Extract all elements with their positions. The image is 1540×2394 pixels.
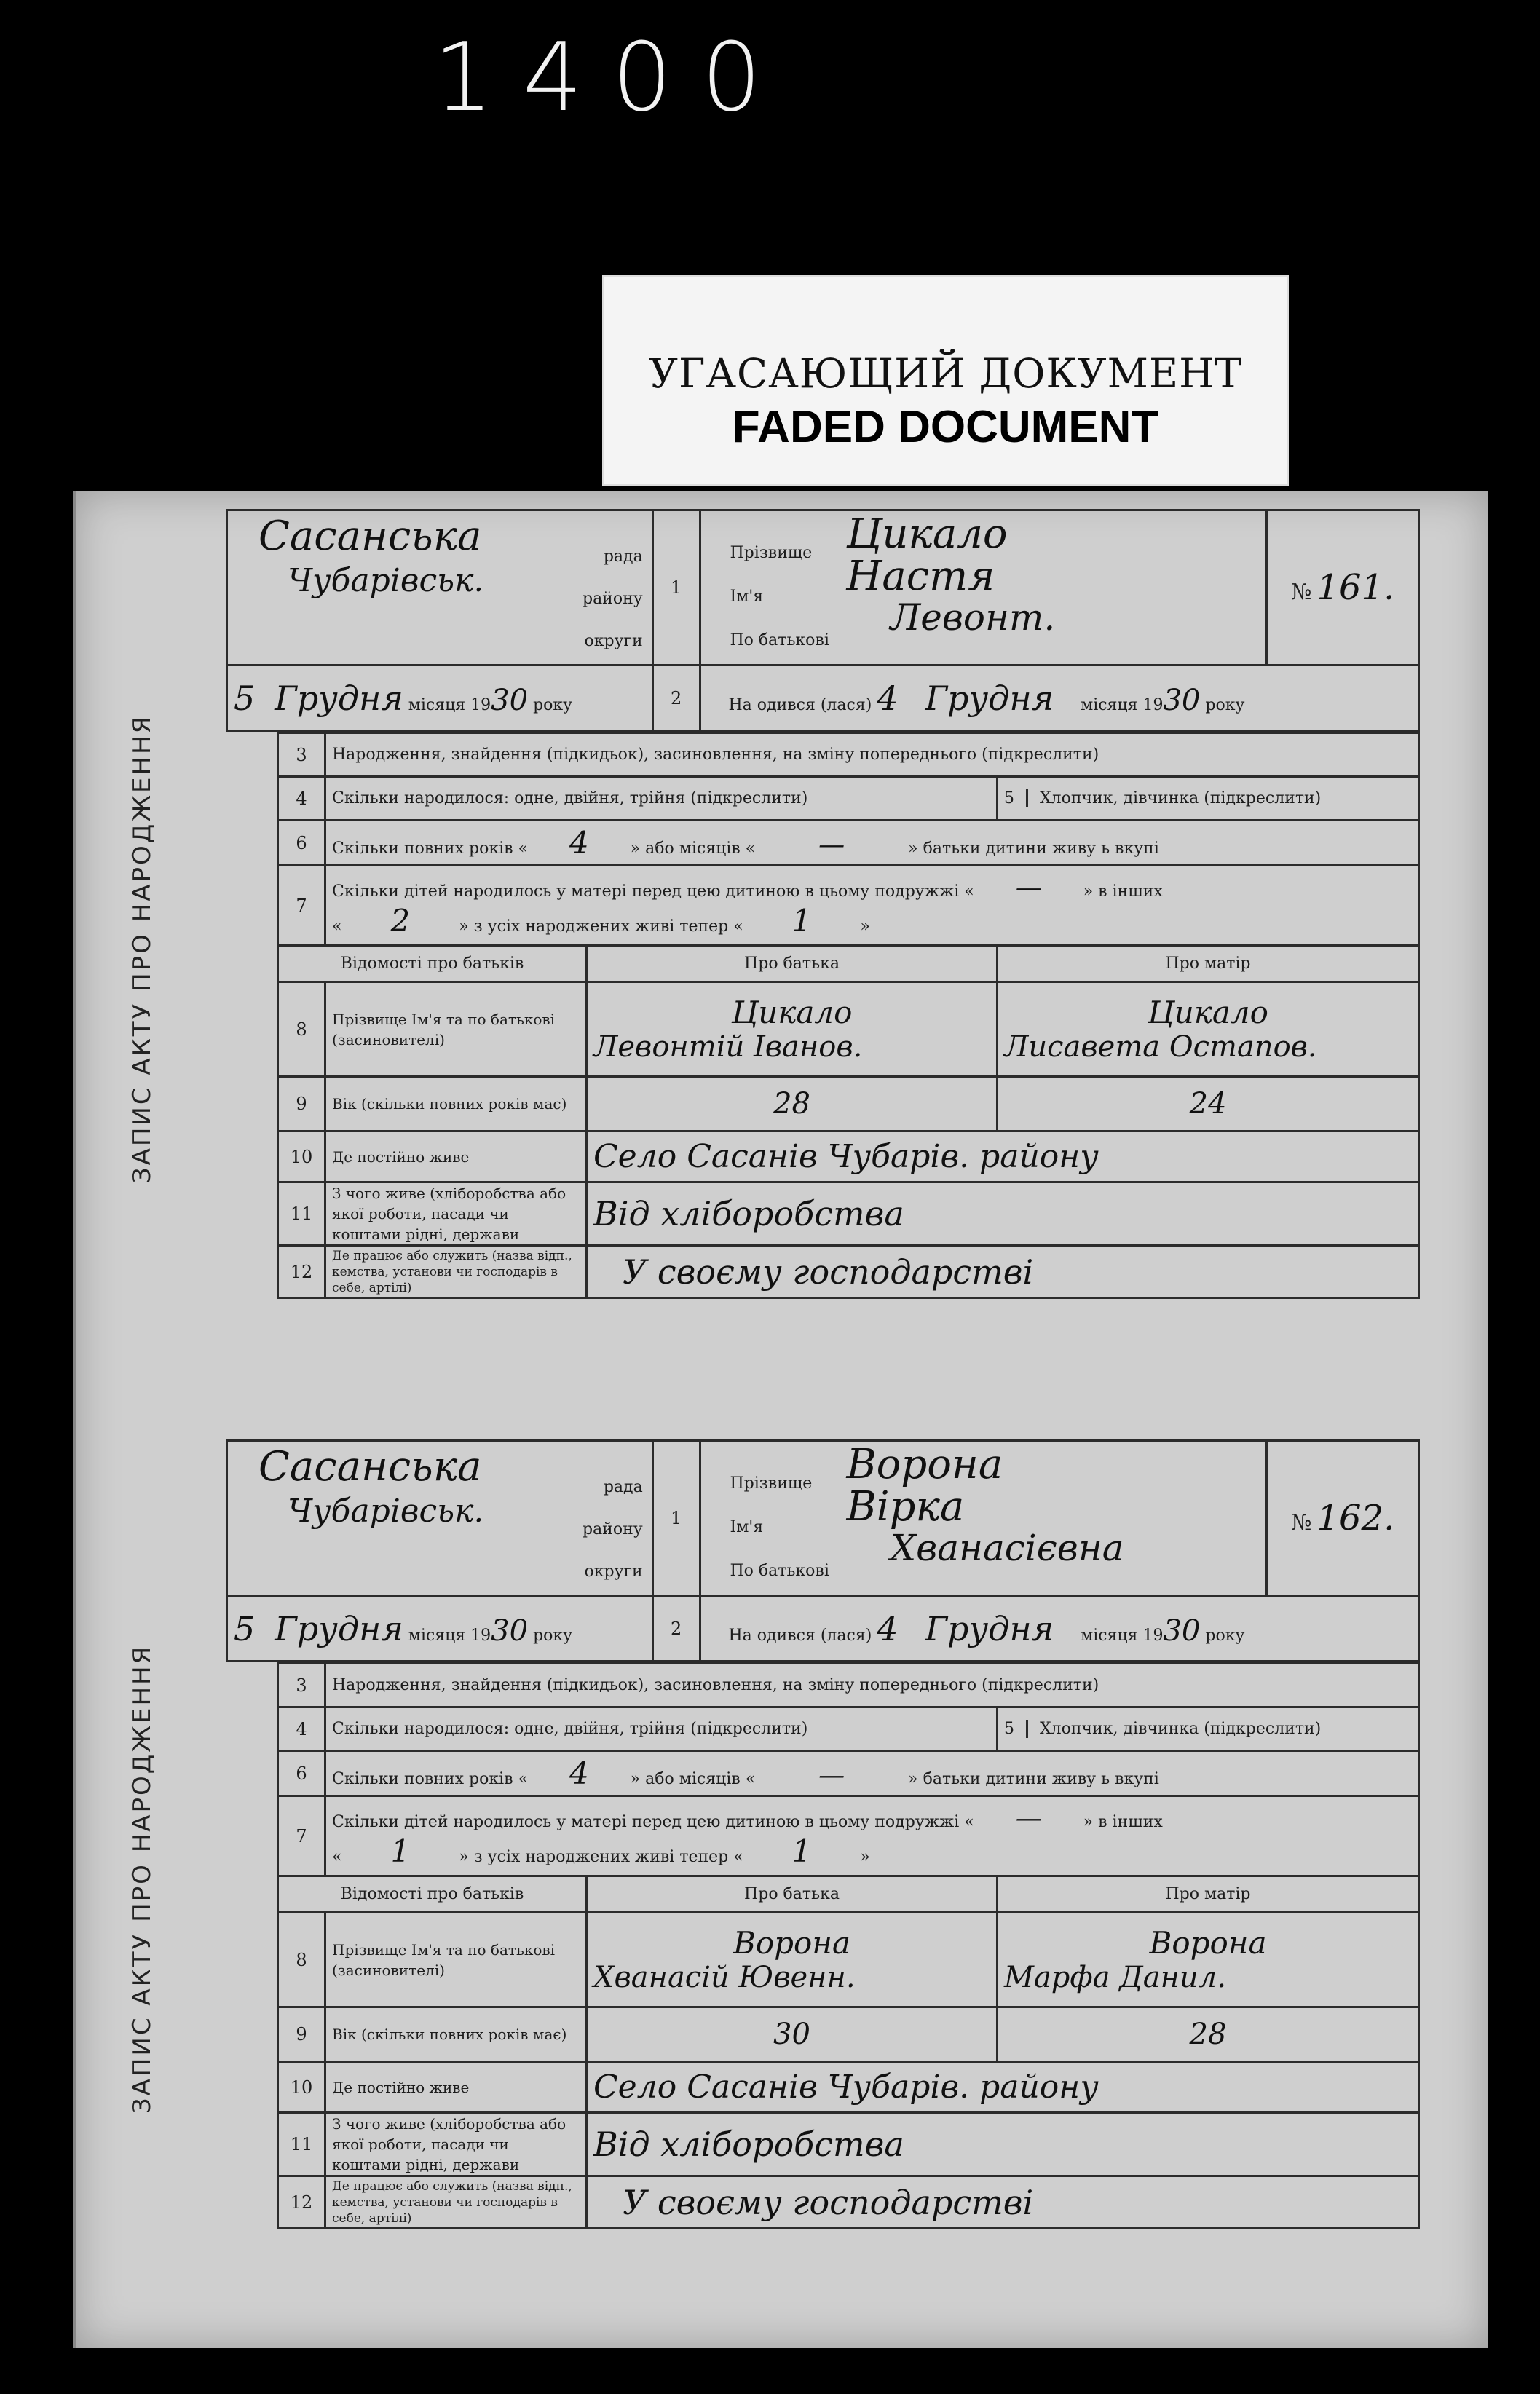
year-label: року xyxy=(533,1626,573,1645)
faded-document-label xyxy=(602,275,1289,486)
father-header: Про батька xyxy=(587,946,998,982)
year-label: року xyxy=(533,695,573,714)
row-7-label-c: » з усіх народжених живі тепер « xyxy=(459,917,743,936)
birth-record-2 xyxy=(127,1439,1420,2319)
row-12-label: Де працює або служить (назва відп., кемства, установи чи господарів в себе, артілі) xyxy=(325,1246,587,1298)
children-all: 1 xyxy=(390,1833,411,1869)
father-age: 28 xyxy=(773,1087,810,1121)
row-6-label-b: » або місяців « xyxy=(630,840,756,858)
mother-name-cell xyxy=(998,982,1419,1077)
record-number: 161. xyxy=(1316,567,1395,608)
row-7-label-b: » в інших xyxy=(1083,882,1163,901)
father-surname: Ворона xyxy=(733,1925,851,1961)
row-number: 2 xyxy=(652,665,700,731)
livelihood: Від хліборобства xyxy=(593,2125,904,2164)
row-6-cell xyxy=(325,1751,1419,1796)
row-7-label-a: Скільки дітей народилось у матері перед цею дитиною в цьому подружжі « xyxy=(332,882,974,901)
birth-date-cell: На одився (лася) 4 Грудня місяця 1930 року xyxy=(700,665,1419,731)
row-number: 2 xyxy=(652,1596,700,1662)
registration-date-cell: 5 Грудня місяця 1930 року xyxy=(227,1596,653,1662)
year-label: року xyxy=(1205,1626,1245,1645)
rada-label: рада xyxy=(603,1478,643,1496)
row-number: 9 xyxy=(278,1077,325,1131)
residence-cell xyxy=(587,1131,1419,1182)
row-number: 7 xyxy=(278,1796,325,1876)
row-number: 10 xyxy=(278,1131,325,1182)
registry-cell xyxy=(227,1441,653,1596)
year-label: року xyxy=(1205,695,1245,714)
mother-name: Марфа Данил. xyxy=(1004,1961,1226,1994)
registry-cell xyxy=(227,510,653,665)
row-9-label: Вік (скільки повних років має) xyxy=(325,1077,587,1131)
birth-day: 4 xyxy=(877,1608,899,1648)
children-before: — xyxy=(1015,1803,1042,1833)
record-number-cell xyxy=(1267,510,1419,665)
row-9-label: Вік (скільки повних років має) xyxy=(325,2007,587,2062)
row-6-label-b: » або місяців « xyxy=(630,1770,756,1788)
row-7-cell: Скільки дітей народилось у матері перед цею дитиною в цьому подружжі « — » в інших « 2 » з усіх народжених живі тепер « 1 » xyxy=(325,866,1419,946)
number-label: № xyxy=(1291,1510,1312,1536)
name-label: Ім'я xyxy=(730,588,764,606)
name-label: Ім'я xyxy=(730,1518,764,1536)
row-5-text: Хлопчик, дівчинка (підкреслити) xyxy=(1040,789,1322,807)
reg-day: 5 xyxy=(234,678,256,718)
workplace-cell xyxy=(587,2176,1419,2229)
row-number: 3 xyxy=(278,733,325,777)
row-number: 8 xyxy=(278,1913,325,2007)
children-alive: 1 xyxy=(791,902,812,939)
reg-year: 30 xyxy=(491,1613,529,1648)
row-number: 1 xyxy=(652,1441,700,1596)
row-number: 9 xyxy=(278,2007,325,2062)
residence: Село Сасанів Чубарів. району xyxy=(593,1138,1099,1175)
row-6-label-c: » батьки дитини живу ь вкупі xyxy=(908,840,1159,858)
rayon-value: Чубарівськ. xyxy=(288,1493,484,1530)
row-8-label: Прізвище Ім'я та по батькові (засиновителі) xyxy=(325,1913,587,2007)
row-6-label-a: Скільки повних років « xyxy=(332,840,528,858)
sidebar-title: ЗАПИС АКТУ ПРО НАРОДЖЕННЯ xyxy=(127,714,157,1184)
row-number: 6 xyxy=(278,1751,325,1796)
birth-year: 30 xyxy=(1163,683,1201,717)
parents-info-header: Відомості про батьків xyxy=(278,946,587,982)
row-number: 4 xyxy=(278,1707,325,1751)
record-number: 162. xyxy=(1316,1498,1395,1538)
rada-value: Сасанська xyxy=(258,513,482,560)
born-label: На одився (лася) xyxy=(728,695,872,714)
row-number: 12 xyxy=(278,1246,325,1298)
row-11-label: З чого живе (хліборобства або якої роботи, пасади чи коштами рідні, держави xyxy=(325,1182,587,1246)
rada-label: рада xyxy=(603,548,643,566)
father-age-cell xyxy=(587,1077,998,1131)
rayon-label: району xyxy=(582,590,643,608)
row-12-label: Де працює або служить (назва відп., кемства, установи чи господарів в себе, артілі) xyxy=(325,2176,587,2229)
mother-age: 28 xyxy=(1189,2018,1227,2051)
month-label: місяця xyxy=(408,695,466,714)
records-container xyxy=(73,491,1485,2348)
born-label: На одився (лася) xyxy=(728,1626,872,1645)
month-label: місяця xyxy=(1081,1626,1138,1645)
mother-header: Про матір xyxy=(998,946,1419,982)
row-5-text: Хлопчик, дівчинка (підкреслити) xyxy=(1040,1720,1322,1738)
father-age: 30 xyxy=(773,2018,810,2051)
rayon-value: Чубарівськ. xyxy=(288,562,484,599)
child-name: Настя xyxy=(846,553,995,600)
workplace: У своєму господарстві xyxy=(623,2182,1034,2222)
row-number: 5 xyxy=(1004,1720,1028,1738)
okruhy-label: округи xyxy=(584,1563,643,1581)
reg-month: Грудня xyxy=(275,1608,403,1648)
child-patronymic: Хванасієвна xyxy=(890,1527,1124,1569)
father-name-cell xyxy=(587,982,998,1077)
reg-year: 30 xyxy=(491,683,529,717)
row-4-text: Скільки народилося: одне, двійня, трійня (підкреслити) xyxy=(325,1707,998,1751)
mother-age-cell xyxy=(998,1077,1419,1131)
row-number: 12 xyxy=(278,2176,325,2229)
parents-info-header: Відомості про батьків xyxy=(278,1876,587,1913)
mother-name: Лисавета Остапов. xyxy=(1004,1030,1317,1064)
record-table xyxy=(226,509,1420,732)
father-age-cell xyxy=(587,2007,998,2062)
row-5-cell xyxy=(998,1707,1419,1751)
mother-age-cell xyxy=(998,2007,1419,2062)
registration-date-cell: 5 Грудня місяця 1930 року xyxy=(227,665,653,731)
film-number: 1400 xyxy=(433,22,791,133)
rada-value: Сасанська xyxy=(258,1443,482,1490)
father-surname: Цикало xyxy=(731,995,853,1030)
workplace: У своєму господарстві xyxy=(623,1252,1034,1292)
record-details xyxy=(277,1662,1420,2229)
residence: Село Сасанів Чубарів. району xyxy=(593,2069,1099,2106)
row-5-cell xyxy=(998,777,1419,821)
row-3-text: Народження, знайдення (підкидьок), засиновлення, на зміну попереднього (підкреслити) xyxy=(325,733,1419,777)
birth-month: Грудня xyxy=(925,1608,1054,1648)
child-patronymic: Левонт. xyxy=(890,596,1056,639)
surname-label: Прізвище xyxy=(730,544,813,562)
child-surname: Ворона xyxy=(846,1441,1003,1488)
row-7-label-a: Скільки дітей народилось у матері перед цею дитиною в цьому подружжі « xyxy=(332,1812,974,1831)
birth-year: 30 xyxy=(1163,1613,1201,1648)
row-8-label: Прізвище Ім'я та по батькові (засиновителі) xyxy=(325,982,587,1077)
child-surname: Цикало xyxy=(846,510,1008,558)
row-7-label-b: » в інших xyxy=(1083,1812,1163,1831)
rayon-label: району xyxy=(582,1520,643,1538)
row-number: 11 xyxy=(278,1182,325,1246)
month-label: місяця xyxy=(408,1626,466,1645)
mother-name-cell xyxy=(998,1913,1419,2007)
record-number-cell xyxy=(1267,1441,1419,1596)
row-6-label-a: Скільки повних років « xyxy=(332,1770,528,1788)
children-all: 2 xyxy=(390,902,411,939)
father-name-cell xyxy=(587,1913,998,2007)
years-together: 4 xyxy=(569,825,589,861)
patronymic-label: По батькові xyxy=(730,1562,829,1580)
row-6-cell xyxy=(325,821,1419,866)
child-name-cell xyxy=(700,1441,1267,1596)
row-3-text: Народження, знайдення (підкидьок), засиновлення, на зміну попереднього (підкреслити) xyxy=(325,1664,1419,1707)
number-label: № xyxy=(1291,580,1312,605)
sidebar-title: ЗАПИС АКТУ ПРО НАРОДЖЕННЯ xyxy=(127,1644,157,2114)
row-10-label: Де постійно живе xyxy=(325,2062,587,2113)
row-10-label: Де постійно живе xyxy=(325,1131,587,1182)
months-together: — xyxy=(818,1761,845,1790)
okruhy-label: округи xyxy=(584,632,643,650)
birth-record-1 xyxy=(127,509,1420,1388)
record-details xyxy=(277,732,1420,1299)
patronymic-label: По батькові xyxy=(730,631,829,649)
row-7-label-c: » з усіх народжених живі тепер « xyxy=(459,1847,743,1866)
child-name-cell xyxy=(700,510,1267,665)
livelihood-cell xyxy=(587,2113,1419,2176)
row-number: 1 xyxy=(652,510,700,665)
livelihood: Від хліборобства xyxy=(593,1194,904,1233)
years-together: 4 xyxy=(569,1755,589,1791)
row-number: 5 xyxy=(1004,789,1028,807)
birth-day: 4 xyxy=(877,678,899,718)
livelihood-cell xyxy=(587,1182,1419,1246)
father-header: Про батька xyxy=(587,1876,998,1913)
reg-day: 5 xyxy=(234,1608,256,1648)
row-11-label: З чого живе (хліборобства або якої роботи, пасади чи коштами рідні, держави xyxy=(325,2113,587,2176)
children-alive: 1 xyxy=(791,1833,812,1869)
row-number: 4 xyxy=(278,777,325,821)
birth-month: Грудня xyxy=(925,678,1054,718)
mother-surname: Ворона xyxy=(1149,1925,1267,1961)
birth-date-cell: На одився (лася) 4 Грудня місяця 1930 року xyxy=(700,1596,1419,1662)
reg-month: Грудня xyxy=(275,678,403,718)
child-name: Вірка xyxy=(846,1483,965,1530)
mother-age: 24 xyxy=(1189,1087,1227,1121)
surname-label: Прізвище xyxy=(730,1474,813,1493)
row-4-text: Скільки народилося: одне, двійня, трійня (підкреслити) xyxy=(325,777,998,821)
label-russian: УГАСАЮЩИЙ ДОКУМЕНТ xyxy=(649,350,1242,397)
label-english: FADED DOCUMENT xyxy=(732,402,1159,452)
row-number: 11 xyxy=(278,2113,325,2176)
workplace-cell xyxy=(587,1246,1419,1298)
children-before: — xyxy=(1015,872,1042,903)
month-label: місяця xyxy=(1081,695,1138,714)
mother-surname: Цикало xyxy=(1148,995,1268,1030)
father-name: Хванасій Ювенн. xyxy=(593,1961,856,1994)
father-name: Левонтій Іванов. xyxy=(593,1030,863,1064)
row-number: 8 xyxy=(278,982,325,1077)
row-number: 7 xyxy=(278,866,325,946)
row-number: 3 xyxy=(278,1664,325,1707)
row-6-label-c: » батьки дитини живу ь вкупі xyxy=(908,1770,1159,1788)
row-number: 6 xyxy=(278,821,325,866)
record-table xyxy=(226,1439,1420,1662)
months-together: — xyxy=(818,830,845,860)
residence-cell xyxy=(587,2062,1419,2113)
row-7-cell: Скільки дітей народилось у матері перед цею дитиною в цьому подружжі « — » в інших « 1 » з усіх народжених живі тепер « 1 » xyxy=(325,1796,1419,1876)
row-number: 10 xyxy=(278,2062,325,2113)
mother-header: Про матір xyxy=(998,1876,1419,1913)
